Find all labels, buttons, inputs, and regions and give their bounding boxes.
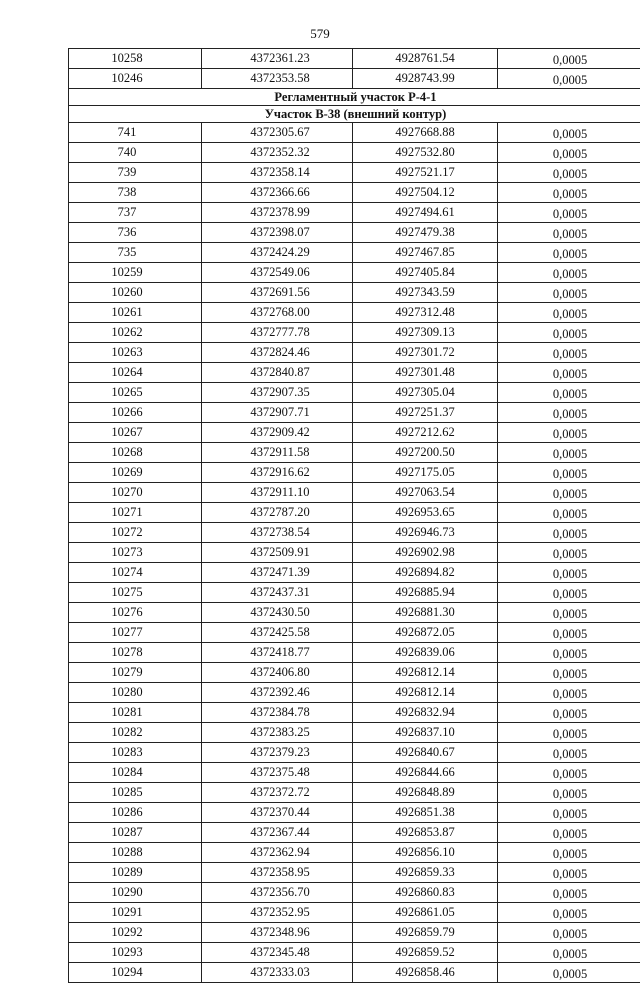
point-number-cell: 10274 bbox=[69, 563, 202, 583]
table-row bbox=[69, 403, 640, 423]
table-row bbox=[69, 743, 640, 763]
x-coordinate-cell: 4372348.96 bbox=[202, 923, 353, 943]
point-number-cell: 735 bbox=[69, 243, 202, 263]
point-number-cell: 10271 bbox=[69, 503, 202, 523]
accuracy-cell: 0,0005 bbox=[498, 423, 640, 443]
point-number-cell: 10287 bbox=[69, 823, 202, 843]
table-row bbox=[69, 843, 640, 863]
y-coordinate-cell: 4927494.61 bbox=[353, 203, 498, 223]
x-coordinate-cell: 4372345.48 bbox=[202, 943, 353, 963]
x-coordinate-cell: 4372305.67 bbox=[202, 123, 353, 143]
accuracy-cell: 0,0005 bbox=[498, 223, 640, 243]
x-coordinate-cell: 4372911.10 bbox=[202, 483, 353, 503]
table-row bbox=[69, 463, 640, 483]
table-row bbox=[69, 323, 640, 343]
y-coordinate-cell: 4926848.89 bbox=[353, 783, 498, 803]
point-number-cell: 10267 bbox=[69, 423, 202, 443]
x-coordinate-cell: 4372333.03 bbox=[202, 963, 353, 983]
table-row bbox=[69, 483, 640, 503]
point-number-cell: 10259 bbox=[69, 263, 202, 283]
point-number-cell: 738 bbox=[69, 183, 202, 203]
y-coordinate-cell: 4926860.83 bbox=[353, 883, 498, 903]
point-number-cell: 10264 bbox=[69, 363, 202, 383]
y-coordinate-cell: 4926844.66 bbox=[353, 763, 498, 783]
table-row bbox=[69, 943, 640, 963]
x-coordinate-cell: 4372398.07 bbox=[202, 223, 353, 243]
accuracy-cell: 0,0005 bbox=[498, 623, 640, 643]
accuracy-cell: 0,0005 bbox=[498, 943, 640, 963]
x-coordinate-cell: 4372379.23 bbox=[202, 743, 353, 763]
accuracy-cell: 0,0005 bbox=[498, 803, 640, 823]
table-row bbox=[69, 363, 640, 383]
y-coordinate-cell: 4926881.30 bbox=[353, 603, 498, 623]
point-number-cell: 10260 bbox=[69, 283, 202, 303]
point-number-cell: 10293 bbox=[69, 943, 202, 963]
accuracy-cell: 0,0005 bbox=[498, 663, 640, 683]
point-number-cell: 737 bbox=[69, 203, 202, 223]
y-coordinate-cell: 4927212.62 bbox=[353, 423, 498, 443]
accuracy-cell: 0,0005 bbox=[498, 49, 640, 69]
x-coordinate-cell: 4372375.48 bbox=[202, 763, 353, 783]
accuracy-cell: 0,0005 bbox=[498, 463, 640, 483]
y-coordinate-cell: 4926902.98 bbox=[353, 543, 498, 563]
x-coordinate-cell: 4372840.87 bbox=[202, 363, 353, 383]
table-row bbox=[69, 683, 640, 703]
coordinates-table-body bbox=[69, 49, 640, 983]
y-coordinate-cell: 4926837.10 bbox=[353, 723, 498, 743]
point-number-cell: 10282 bbox=[69, 723, 202, 743]
x-coordinate-cell: 4372437.31 bbox=[202, 583, 353, 603]
y-coordinate-cell: 4926840.67 bbox=[353, 743, 498, 763]
table-row bbox=[69, 523, 640, 543]
x-coordinate-cell: 4372392.46 bbox=[202, 683, 353, 703]
y-coordinate-cell: 4926872.05 bbox=[353, 623, 498, 643]
accuracy-cell: 0,0005 bbox=[498, 903, 640, 923]
accuracy-cell: 0,0005 bbox=[498, 543, 640, 563]
accuracy-cell: 0,0005 bbox=[498, 483, 640, 503]
accuracy-cell: 0,0005 bbox=[498, 783, 640, 803]
table-row bbox=[69, 163, 640, 183]
table-row bbox=[69, 603, 640, 623]
point-number-cell: 10276 bbox=[69, 603, 202, 623]
y-coordinate-cell: 4927309.13 bbox=[353, 323, 498, 343]
y-coordinate-cell: 4927467.85 bbox=[353, 243, 498, 263]
table-row bbox=[69, 763, 640, 783]
accuracy-cell: 0,0005 bbox=[498, 143, 640, 163]
point-number-cell: 10284 bbox=[69, 763, 202, 783]
accuracy-cell: 0,0005 bbox=[498, 863, 640, 883]
x-coordinate-cell: 4372384.78 bbox=[202, 703, 353, 723]
accuracy-cell: 0,0005 bbox=[498, 883, 640, 903]
accuracy-cell: 0,0005 bbox=[498, 523, 640, 543]
accuracy-cell: 0,0005 bbox=[498, 443, 640, 463]
y-coordinate-cell: 4927532.80 bbox=[353, 143, 498, 163]
y-coordinate-cell: 4926859.52 bbox=[353, 943, 498, 963]
point-number-cell: 10285 bbox=[69, 783, 202, 803]
y-coordinate-cell: 4927063.54 bbox=[353, 483, 498, 503]
table-row bbox=[69, 203, 640, 223]
table-row bbox=[69, 963, 640, 983]
y-coordinate-cell: 4926856.10 bbox=[353, 843, 498, 863]
y-coordinate-cell: 4927305.04 bbox=[353, 383, 498, 403]
y-coordinate-cell: 4927200.50 bbox=[353, 443, 498, 463]
x-coordinate-cell: 4372911.58 bbox=[202, 443, 353, 463]
accuracy-cell: 0,0005 bbox=[498, 183, 640, 203]
y-coordinate-cell: 4927521.17 bbox=[353, 163, 498, 183]
subsection-title: Участок В-38 (внешний контур) bbox=[69, 106, 640, 123]
y-coordinate-cell: 4927343.59 bbox=[353, 283, 498, 303]
point-number-cell: 10263 bbox=[69, 343, 202, 363]
table-row bbox=[69, 423, 640, 443]
accuracy-cell: 0,0005 bbox=[498, 643, 640, 663]
accuracy-cell: 0,0005 bbox=[498, 563, 640, 583]
x-coordinate-cell: 4372824.46 bbox=[202, 343, 353, 363]
y-coordinate-cell: 4927301.48 bbox=[353, 363, 498, 383]
point-number-cell: 10289 bbox=[69, 863, 202, 883]
point-number-cell: 736 bbox=[69, 223, 202, 243]
accuracy-cell: 0,0005 bbox=[498, 343, 640, 363]
x-coordinate-cell: 4372787.20 bbox=[202, 503, 353, 523]
table-row bbox=[69, 803, 640, 823]
accuracy-cell: 0,0005 bbox=[498, 403, 640, 423]
accuracy-cell: 0,0005 bbox=[498, 203, 640, 223]
point-number-cell: 10290 bbox=[69, 883, 202, 903]
point-number-cell: 10292 bbox=[69, 923, 202, 943]
point-number-cell: 10275 bbox=[69, 583, 202, 603]
accuracy-cell: 0,0005 bbox=[498, 683, 640, 703]
point-number-cell: 10288 bbox=[69, 843, 202, 863]
table-row bbox=[69, 503, 640, 523]
point-number-cell: 10272 bbox=[69, 523, 202, 543]
point-number-cell: 10281 bbox=[69, 703, 202, 723]
x-coordinate-cell: 4372366.66 bbox=[202, 183, 353, 203]
accuracy-cell: 0,0005 bbox=[498, 763, 640, 783]
accuracy-cell: 0,0005 bbox=[498, 363, 640, 383]
table-row bbox=[69, 443, 640, 463]
x-coordinate-cell: 4372358.95 bbox=[202, 863, 353, 883]
table-row bbox=[69, 623, 640, 643]
x-coordinate-cell: 4372738.54 bbox=[202, 523, 353, 543]
y-coordinate-cell: 4928743.99 bbox=[353, 69, 498, 89]
table-row bbox=[69, 383, 640, 403]
x-coordinate-cell: 4372361.23 bbox=[202, 49, 353, 69]
x-coordinate-cell: 4372509.91 bbox=[202, 543, 353, 563]
accuracy-cell: 0,0005 bbox=[498, 963, 640, 983]
y-coordinate-cell: 4927251.37 bbox=[353, 403, 498, 423]
page-number: 579 bbox=[0, 26, 640, 42]
accuracy-cell: 0,0005 bbox=[498, 263, 640, 283]
y-coordinate-cell: 4926859.33 bbox=[353, 863, 498, 883]
accuracy-cell: 0,0005 bbox=[498, 303, 640, 323]
x-coordinate-cell: 4372362.94 bbox=[202, 843, 353, 863]
accuracy-cell: 0,0005 bbox=[498, 743, 640, 763]
point-number-cell: 10273 bbox=[69, 543, 202, 563]
x-coordinate-cell: 4372418.77 bbox=[202, 643, 353, 663]
y-coordinate-cell: 4926861.05 bbox=[353, 903, 498, 923]
table-row bbox=[69, 283, 640, 303]
table-row bbox=[69, 783, 640, 803]
y-coordinate-cell: 4926953.65 bbox=[353, 503, 498, 523]
table-row bbox=[69, 903, 640, 923]
x-coordinate-cell: 4372352.95 bbox=[202, 903, 353, 923]
x-coordinate-cell: 4372352.32 bbox=[202, 143, 353, 163]
table-row bbox=[69, 243, 640, 263]
table-row bbox=[69, 723, 640, 743]
y-coordinate-cell: 4927504.12 bbox=[353, 183, 498, 203]
section-title: Регламентный участок Р-4-1 bbox=[69, 89, 640, 106]
accuracy-cell: 0,0005 bbox=[498, 703, 640, 723]
point-number-cell: 10261 bbox=[69, 303, 202, 323]
point-number-cell: 10278 bbox=[69, 643, 202, 663]
x-coordinate-cell: 4372425.58 bbox=[202, 623, 353, 643]
accuracy-cell: 0,0005 bbox=[498, 603, 640, 623]
section-title-row bbox=[69, 89, 640, 106]
y-coordinate-cell: 4928761.54 bbox=[353, 49, 498, 69]
accuracy-cell: 0,0005 bbox=[498, 69, 640, 89]
accuracy-cell: 0,0005 bbox=[498, 823, 640, 843]
y-coordinate-cell: 4926851.38 bbox=[353, 803, 498, 823]
table-row bbox=[69, 583, 640, 603]
table-row bbox=[69, 543, 640, 563]
y-coordinate-cell: 4926885.94 bbox=[353, 583, 498, 603]
accuracy-cell: 0,0005 bbox=[498, 383, 640, 403]
point-number-cell: 740 bbox=[69, 143, 202, 163]
point-number-cell: 10268 bbox=[69, 443, 202, 463]
point-number-cell: 739 bbox=[69, 163, 202, 183]
table-row bbox=[69, 643, 640, 663]
y-coordinate-cell: 4926946.73 bbox=[353, 523, 498, 543]
x-coordinate-cell: 4372430.50 bbox=[202, 603, 353, 623]
accuracy-cell: 0,0005 bbox=[498, 163, 640, 183]
y-coordinate-cell: 4926858.46 bbox=[353, 963, 498, 983]
y-coordinate-cell: 4927405.84 bbox=[353, 263, 498, 283]
x-coordinate-cell: 4372356.70 bbox=[202, 883, 353, 903]
accuracy-cell: 0,0005 bbox=[498, 123, 640, 143]
accuracy-cell: 0,0005 bbox=[498, 323, 640, 343]
x-coordinate-cell: 4372916.62 bbox=[202, 463, 353, 483]
x-coordinate-cell: 4372691.56 bbox=[202, 283, 353, 303]
y-coordinate-cell: 4927312.48 bbox=[353, 303, 498, 323]
y-coordinate-cell: 4927479.38 bbox=[353, 223, 498, 243]
table-row bbox=[69, 49, 640, 69]
x-coordinate-cell: 4372406.80 bbox=[202, 663, 353, 683]
point-number-cell: 741 bbox=[69, 123, 202, 143]
y-coordinate-cell: 4926812.14 bbox=[353, 663, 498, 683]
point-number-cell: 10294 bbox=[69, 963, 202, 983]
table-row bbox=[69, 703, 640, 723]
x-coordinate-cell: 4372907.35 bbox=[202, 383, 353, 403]
point-number-cell: 10270 bbox=[69, 483, 202, 503]
y-coordinate-cell: 4927301.72 bbox=[353, 343, 498, 363]
point-number-cell: 10279 bbox=[69, 663, 202, 683]
x-coordinate-cell: 4372353.58 bbox=[202, 69, 353, 89]
point-number-cell: 10262 bbox=[69, 323, 202, 343]
point-number-cell: 10266 bbox=[69, 403, 202, 423]
x-coordinate-cell: 4372372.72 bbox=[202, 783, 353, 803]
y-coordinate-cell: 4926853.87 bbox=[353, 823, 498, 843]
y-coordinate-cell: 4927175.05 bbox=[353, 463, 498, 483]
y-coordinate-cell: 4926859.79 bbox=[353, 923, 498, 943]
point-number-cell: 10265 bbox=[69, 383, 202, 403]
x-coordinate-cell: 4372768.00 bbox=[202, 303, 353, 323]
x-coordinate-cell: 4372424.29 bbox=[202, 243, 353, 263]
point-number-cell: 10277 bbox=[69, 623, 202, 643]
y-coordinate-cell: 4927668.88 bbox=[353, 123, 498, 143]
table-row bbox=[69, 923, 640, 943]
accuracy-cell: 0,0005 bbox=[498, 843, 640, 863]
accuracy-cell: 0,0005 bbox=[498, 283, 640, 303]
point-number-cell: 10246 bbox=[69, 69, 202, 89]
point-number-cell: 10291 bbox=[69, 903, 202, 923]
accuracy-cell: 0,0005 bbox=[498, 243, 640, 263]
table-row bbox=[69, 143, 640, 163]
y-coordinate-cell: 4926812.14 bbox=[353, 683, 498, 703]
table-row bbox=[69, 863, 640, 883]
x-coordinate-cell: 4372358.14 bbox=[202, 163, 353, 183]
point-number-cell: 10286 bbox=[69, 803, 202, 823]
point-number-cell: 10280 bbox=[69, 683, 202, 703]
table-row bbox=[69, 563, 640, 583]
table-row bbox=[69, 69, 640, 89]
accuracy-cell: 0,0005 bbox=[498, 503, 640, 523]
x-coordinate-cell: 4372370.44 bbox=[202, 803, 353, 823]
y-coordinate-cell: 4926894.82 bbox=[353, 563, 498, 583]
x-coordinate-cell: 4372907.71 bbox=[202, 403, 353, 423]
table-row bbox=[69, 223, 640, 243]
table-row bbox=[69, 183, 640, 203]
accuracy-cell: 0,0005 bbox=[498, 723, 640, 743]
accuracy-cell: 0,0005 bbox=[498, 923, 640, 943]
point-number-cell: 10269 bbox=[69, 463, 202, 483]
point-number-cell: 10283 bbox=[69, 743, 202, 763]
x-coordinate-cell: 4372777.78 bbox=[202, 323, 353, 343]
x-coordinate-cell: 4372471.39 bbox=[202, 563, 353, 583]
coordinates-table bbox=[68, 48, 640, 983]
x-coordinate-cell: 4372909.42 bbox=[202, 423, 353, 443]
table-row bbox=[69, 303, 640, 323]
point-number-cell: 10258 bbox=[69, 49, 202, 69]
x-coordinate-cell: 4372367.44 bbox=[202, 823, 353, 843]
x-coordinate-cell: 4372378.99 bbox=[202, 203, 353, 223]
subsection-title-row bbox=[69, 106, 640, 123]
table-row bbox=[69, 123, 640, 143]
table-row bbox=[69, 263, 640, 283]
x-coordinate-cell: 4372383.25 bbox=[202, 723, 353, 743]
y-coordinate-cell: 4926832.94 bbox=[353, 703, 498, 723]
table-row bbox=[69, 823, 640, 843]
table-row bbox=[69, 343, 640, 363]
table-row bbox=[69, 663, 640, 683]
y-coordinate-cell: 4926839.06 bbox=[353, 643, 498, 663]
x-coordinate-cell: 4372549.06 bbox=[202, 263, 353, 283]
accuracy-cell: 0,0005 bbox=[498, 583, 640, 603]
